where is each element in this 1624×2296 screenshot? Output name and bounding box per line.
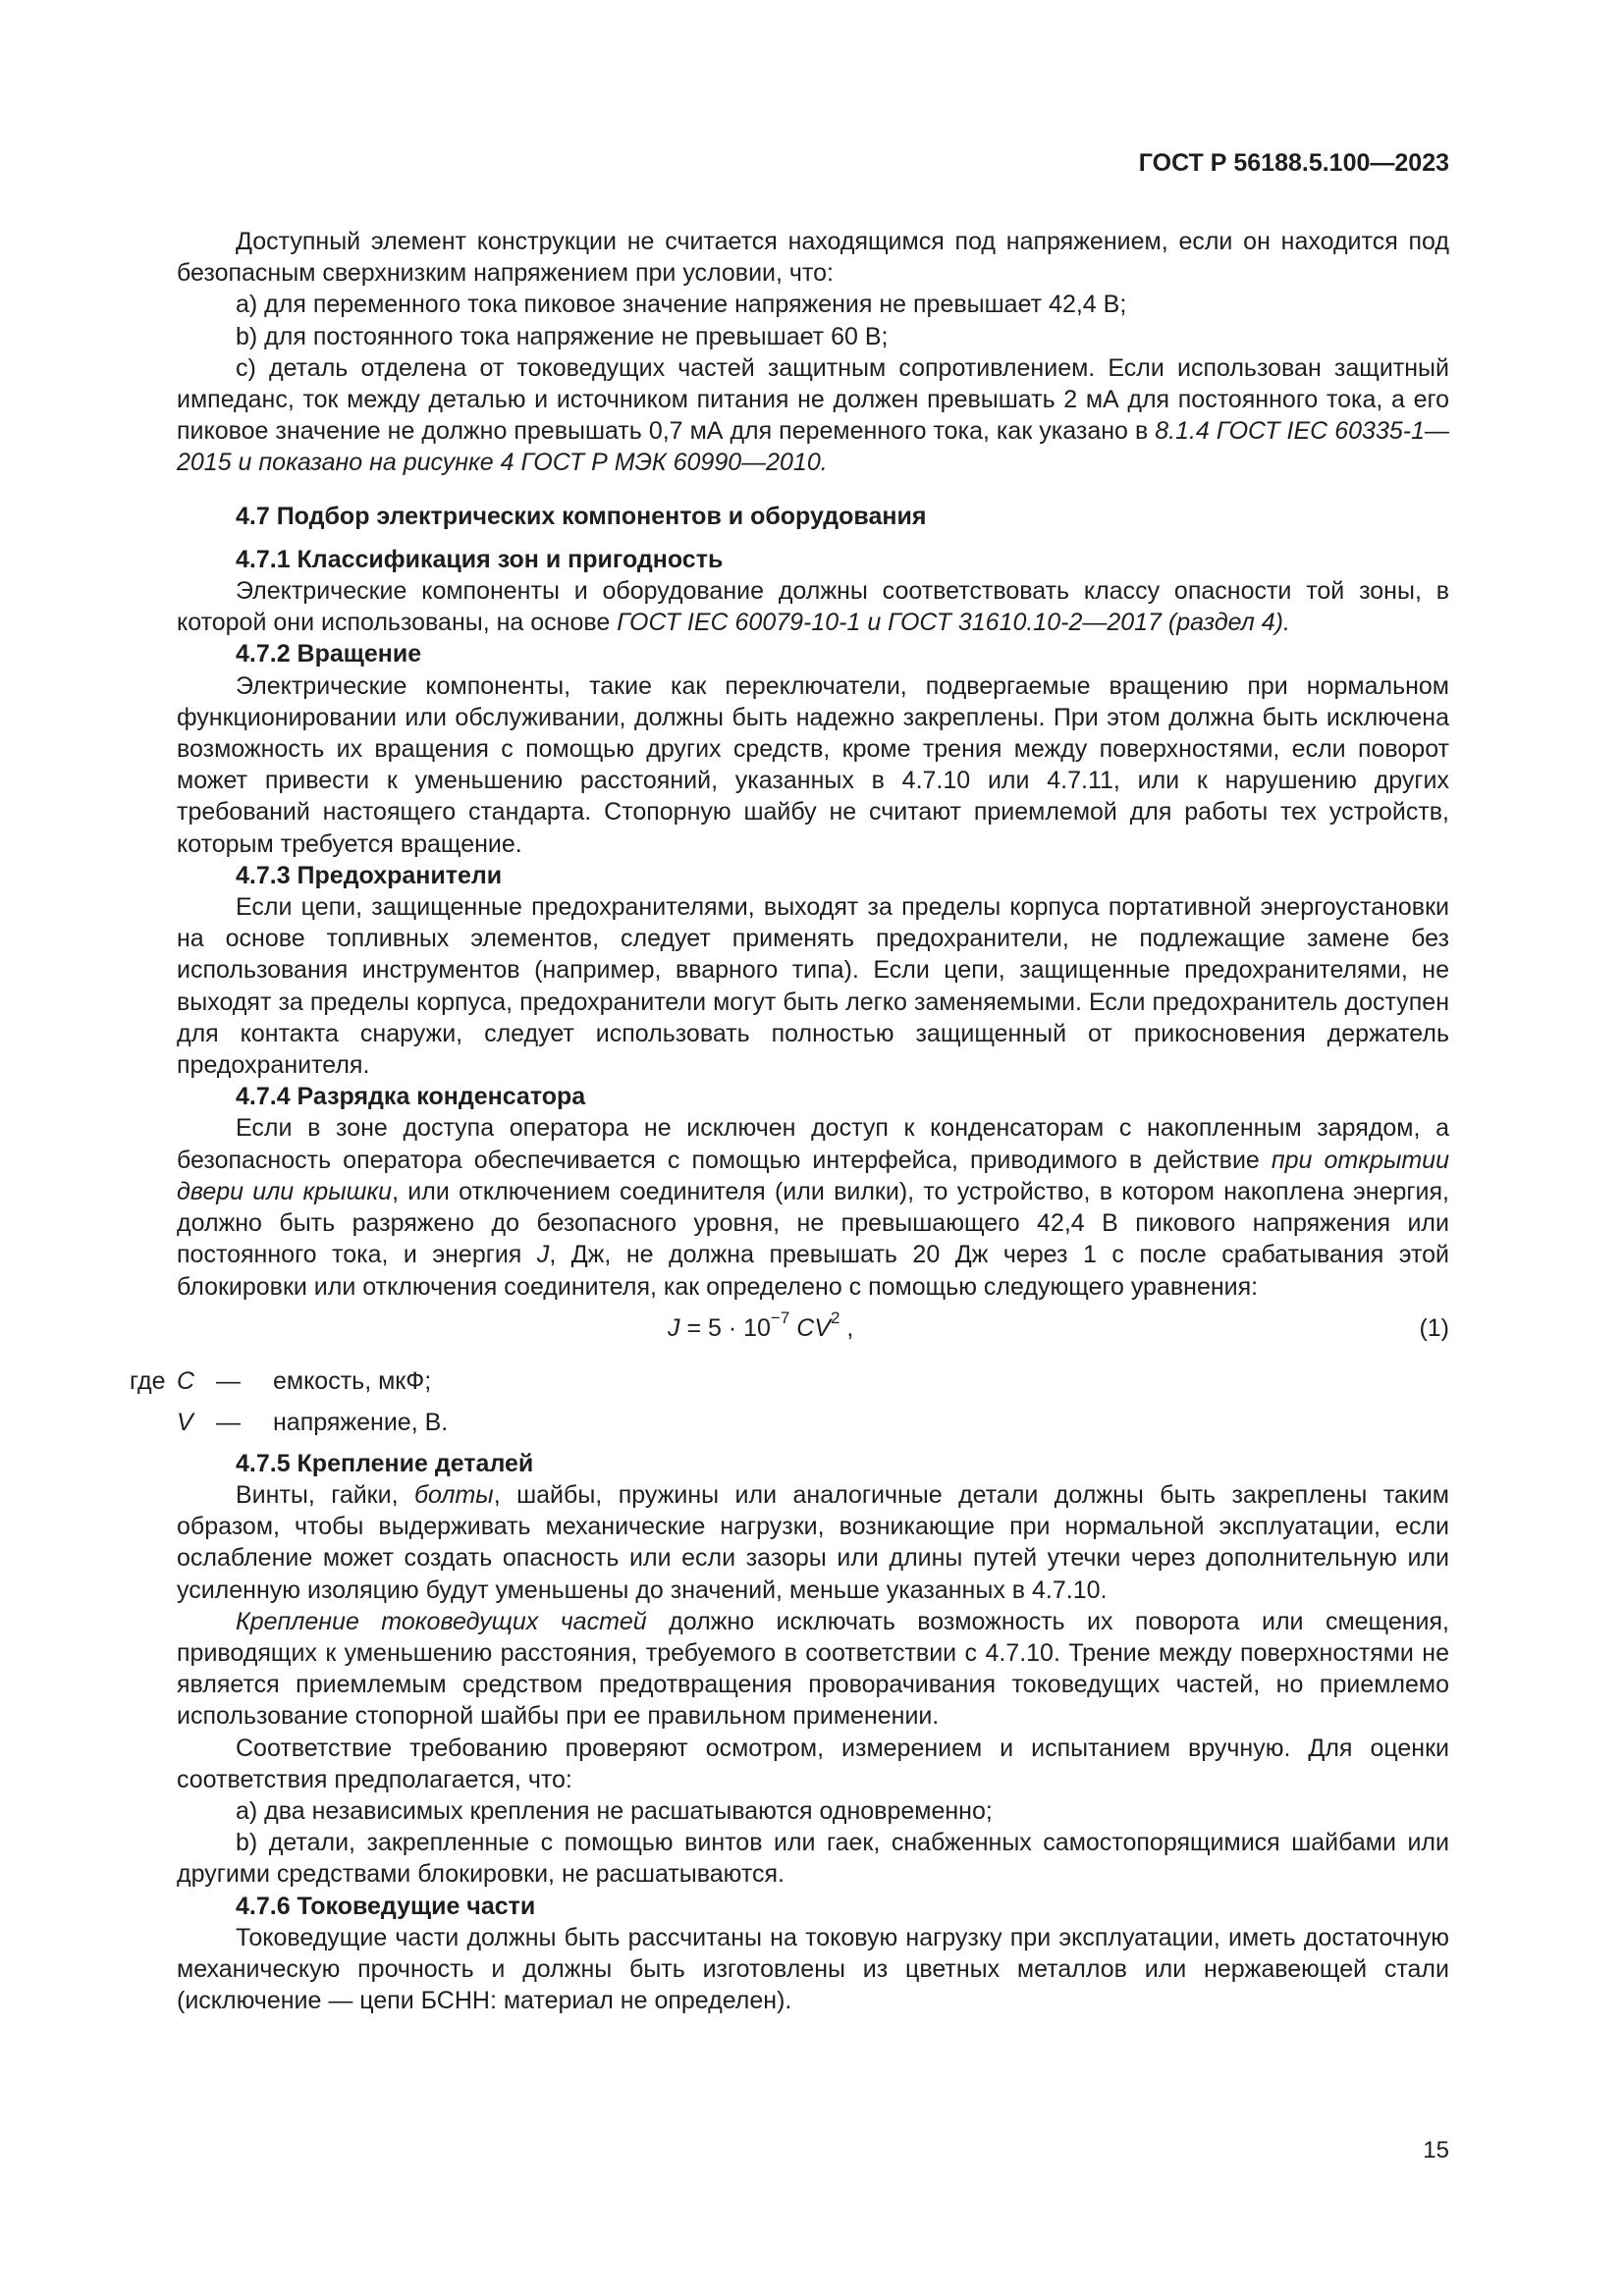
section-4-7-6-title: 4.7.6 Токоведущие части (236, 1892, 536, 1920)
equation-power: 2 (831, 1308, 840, 1328)
variable-symbol: C (177, 1366, 195, 1395)
variable-description: емкость, мкФ; (273, 1366, 432, 1395)
section-4-7-5-paragraph-2 (177, 1606, 1449, 1733)
section-4-7-5-item-a: a) два независимых крепления не расшатываются одновременно; (236, 1796, 993, 1825)
section-4-7-3-text: Если цепи, защищенные предохранителями, выходят за пределы корпуса портативной энергоустановки на основе топливных элементов, следует применять предохранители, не подлежащие замене без использования инструментов (например, вварного типа). Если цепи, защищенные предохранителями, не выходят за пределы корпуса, предохранители могут быть легко заменяемыми. Если предохранитель доступен для контакта снаружи, следует использовать полностью защищенный от прикосновения держатель предохранителя. (177, 893, 1449, 1080)
section-4-7-5-p1-part-b: , шайбы, пружины или аналогичные детали должны быть закреплены таким образом, чтобы выдерживать механические нагрузки, возникающие при нормальной эксплуатации, если ослабление может создать опасность или если зазоры или длины путей утечки через дополнительную или усиленную изоляцию будут уменьшены до значений, меньше указанных в 4.7.10. (177, 1480, 1449, 1604)
section-4-7-3-title: 4.7.3 Предохранители (236, 861, 503, 889)
intro-item-b: b) для постоянного тока напряжение не превышает 60 В; (236, 322, 889, 350)
equation-lhs: J (668, 1313, 680, 1342)
variable-description: напряжение, В. (273, 1408, 449, 1436)
equation-formula (668, 1308, 854, 1344)
section-4-7-5-paragraph-1 (177, 1479, 1449, 1606)
intro-item-c-reference: 8.1.4 ГОСТ IEC 60335-1—2015 и показано на рисунке 4 ГОСТ Р МЭК 60990—2010. (177, 417, 1449, 477)
section-4-7-6-text: Токоведущие части должны быть рассчитаны на токовую нагрузку при эксплуатации, иметь достаточную механическую прочность и должны быть изготовлены из цветных металлов или нержавеющей стали (исключение — цепи БСНН: материал не определен). (177, 1923, 1449, 2015)
section-4-7-1-reference: ГОСТ IEC 60079-10-1 и ГОСТ 31610.10-2—2017 (раздел 4). (617, 609, 1290, 637)
section-4-7-5-p1-part-a: Винты, гайки, (236, 1480, 414, 1509)
section-4-7-1-text (177, 575, 1449, 638)
page-number: 15 (1423, 2137, 1449, 2163)
section-4-7-5-p2-italic: Крепление токоведущих частей (236, 1607, 647, 1635)
section-4-7-1-title: 4.7.1 Классификация зон и пригодность (236, 545, 724, 573)
equation-cv: CV (789, 1313, 831, 1342)
section-4-7-5-p1-italic: болты (413, 1480, 494, 1509)
equation-exponent: −7 (770, 1308, 790, 1328)
section-4-7-4-text-part-1: Если в зоне доступа оператора не исключен доступ к конденсаторам с накопленным зарядом, а безопасность оператора обеспечивается с помощью интерфейса, приводимого в действие (177, 1114, 1449, 1174)
equation-coefficient: = 5 · 10 (679, 1313, 771, 1342)
variable-dash: — (216, 1408, 241, 1436)
equation-number: (1) (1419, 1313, 1449, 1342)
variable-definition-c (130, 1365, 1449, 1407)
intro-item-c (177, 352, 1449, 479)
section-4-7-5-paragraph-3: Соответствие требованию проверяют осмотром, измерением и испытанием вручную. Для оценки соответствия предполагается, что: (177, 1734, 1449, 1793)
where-label: где (130, 1366, 166, 1395)
equation-tail: , (839, 1313, 854, 1342)
section-4-7-5-title: 4.7.5 Крепление деталей (236, 1449, 534, 1477)
section-4-7-4-title: 4.7.4 Разрядка конденсатора (236, 1083, 586, 1111)
energy-symbol: J (536, 1241, 550, 1269)
section-4-7-title: 4.7 Подбор электрических компонентов и оборудования (236, 502, 927, 530)
variable-dash: — (216, 1366, 241, 1395)
document-id: ГОСТ Р 56188.5.100—2023 (1138, 149, 1449, 177)
variable-symbol: V (177, 1408, 193, 1436)
section-4-7-2-text: Электрические компоненты, такие как переключатели, подвергаемые вращению при нормальном функционировании или обслуживании, должны быть надежно закреплены. При этом должна быть исключена возможность их вращения с помощью других средств, кроме трения между поверхностями, если поворот может привести к уменьшению расстояний, указанных в 4.7.10 или 4.7.11, или к нарушению других требований настоящего стандарта. Стопорную шайбу не считают приемлемой для работы тех устройств, которым требуется вращение. (177, 671, 1449, 858)
document-body (130, 147, 1449, 2016)
section-4-7-4-text (177, 1112, 1449, 1302)
section-4-7-5-p2-text: должно исключать возможность их поворота или смещения, приводящих к уменьшению расстояния, требуемого в соответствии с 4.7.10. Трение между поверхностями не является приемлемым средством предотвращения проворачивания токоведущих частей, но приемлемо использование стопорной шайбы при ее правильном применении. (177, 1607, 1449, 1731)
section-4-7-5-item-b: b) детали, закрепленные с помощью винтов или гаек, снабженных самостопорящимися шайбами или другими средствами блокировки, не расшатываются. (177, 1829, 1449, 1889)
section-4-7-4-text-italic: при открытии двери или крышки (177, 1146, 1449, 1205)
section-4-7-1-body: Электрические компоненты и оборудование должны соответствовать классу опасности той зоны, в которой они использованы, на основе (177, 577, 1449, 637)
intro-paragraph: Доступный элемент конструкции не считается находящимся под напряжением, если он находится под безопасным сверхнизким напряжением при условии, что: (177, 228, 1449, 288)
section-4-7-2-title: 4.7.2 Вращение (236, 640, 422, 668)
equation-1 (177, 1308, 1449, 1354)
variable-definition-v (177, 1407, 1449, 1448)
intro-item-a: a) для переменного тока пиковое значение напряжения не превышает 42,4 В; (236, 291, 1127, 319)
section-4-7-4-text-part-3: , Дж, не должна превышать 20 Дж через 1 с после срабатывания этой блокировки или отключения соединителя, как определено с помощью следующего уравнения: (177, 1241, 1449, 1301)
section-4-7-4-text-part-2: , или отключением соединителя (или вилки), то устройство, в котором накоплена энергия, должно быть разряжено до безопасного уровня, не превышающего 42,4 В пикового напряжения или постоянного тока, и энергия (177, 1177, 1449, 1269)
intro-item-c-text: c) деталь отделена от токоведущих частей защитным сопротивлением. Если использован защитный импеданс, ток между деталью и источником питания не должен превышать 2 мА для постоянного тока, а его пиковое значение не должно превышать 0,7 мА для переменного тока, как указано в (177, 353, 1449, 446)
